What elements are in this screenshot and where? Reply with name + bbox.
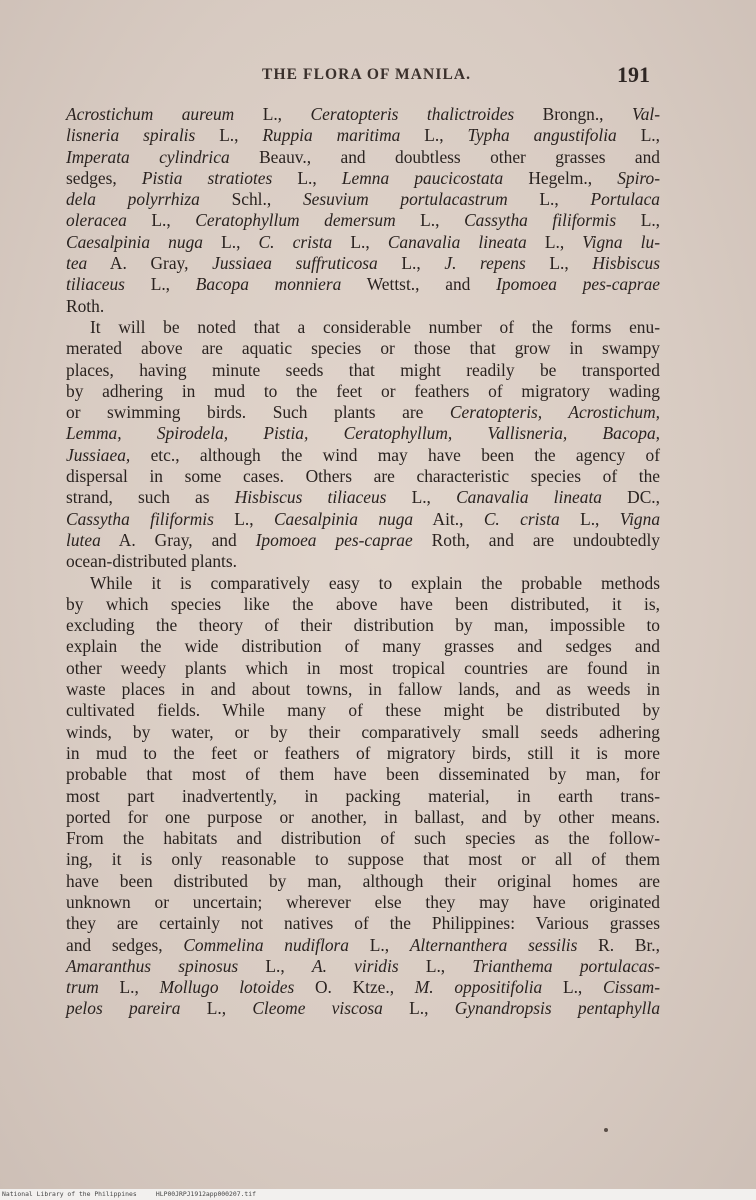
italic-taxon-text: Val- <box>632 104 661 124</box>
italic-taxon-text: Cassytha filiformis <box>464 210 617 231</box>
roman-text: L., <box>400 125 468 146</box>
text-line <box>66 700 660 721</box>
roman-text: Schl., <box>199 189 303 210</box>
roman-text: Ait., <box>413 508 484 529</box>
roman-text: A. Gray, <box>87 253 213 274</box>
italic-taxon-text: Imperata cylindrica <box>66 146 230 167</box>
text-line <box>66 658 660 679</box>
italic-taxon-text: Vigna <box>619 508 661 529</box>
italic-taxon-text: C. crista <box>258 231 333 252</box>
roman-text: strand, such as <box>66 487 235 508</box>
italic-taxon-text: lutea <box>66 529 101 550</box>
roman-text: L., <box>398 955 473 976</box>
roman-text: L., <box>559 508 620 529</box>
roman-text: DC., <box>601 487 660 508</box>
text-line <box>66 466 660 487</box>
text-line <box>66 147 660 168</box>
text-line <box>66 679 660 700</box>
roman-text: L., <box>395 210 465 231</box>
italic-taxon-text: Hisbiscus <box>592 253 660 274</box>
text-line <box>66 253 660 274</box>
text-line <box>66 189 660 210</box>
paragraph <box>66 317 660 573</box>
paragraph <box>66 573 660 1020</box>
text-line <box>66 274 660 295</box>
text-line <box>66 210 660 231</box>
roman-text: by adhering in mud to the feet or feathers of migratory wading <box>66 380 660 401</box>
italic-taxon-text: Ruppia maritima <box>262 125 401 146</box>
roman-text: L., <box>616 210 661 231</box>
roman-text: ocean-distributed plants. <box>66 551 237 572</box>
scan-footer <box>0 1189 756 1200</box>
page-number: 191 <box>617 62 650 87</box>
text-line <box>66 636 660 657</box>
roman-text: in mud to the feet or feathers of migratory birds, still it is more <box>66 742 660 763</box>
roman-text: L., <box>124 274 196 295</box>
roman-text: L., <box>213 508 274 529</box>
text-line <box>66 828 660 849</box>
italic-taxon-text: Lemna paucicostata <box>341 167 504 188</box>
italic-taxon-text: Ipomoea pes-caprae <box>496 274 660 295</box>
roman-text: and sedges, <box>66 934 184 955</box>
roman-text: L., <box>349 934 410 955</box>
italic-taxon-text: tiliaceus <box>66 274 125 295</box>
italic-taxon-text: Caesalpinia nuga <box>66 231 203 252</box>
italic-taxon-text: Typha angustifolia <box>467 125 617 146</box>
roman-text: L., <box>332 231 388 252</box>
italic-taxon-text: A. viridis <box>311 955 399 976</box>
italic-taxon-text: Sesuvium portulacastrum <box>302 189 508 210</box>
body-text <box>66 104 660 1020</box>
text-line <box>66 786 660 807</box>
italic-taxon-text: C. crista <box>483 508 560 529</box>
roman-text: L., <box>180 998 253 1019</box>
roman-text: most part inadvertently, in packing material, in earth trans- <box>66 785 660 806</box>
roman-text: Wettst., and <box>341 274 497 295</box>
text-line <box>66 849 660 870</box>
roman-text: It will be noted that a considerable number of the forms enu- <box>90 316 660 337</box>
text-line <box>66 445 660 466</box>
paragraph <box>66 104 660 317</box>
roman-text: L., <box>202 231 259 252</box>
roman-text: L., <box>382 998 455 1019</box>
italic-taxon-text: Canavalia lineata <box>387 231 527 252</box>
italic-taxon-text: Alternanthera sessilis <box>409 934 578 955</box>
roman-text: O. Ktze., <box>294 977 415 998</box>
text-line <box>66 807 660 828</box>
italic-taxon-text: Mollugo lotoides <box>159 977 295 998</box>
italic-taxon-text: Ceratopteris, Acrostichum, <box>449 402 660 423</box>
roman-text: ing, it is only reasonable to suppose that most or all of them <box>66 849 660 870</box>
roman-text: L., <box>525 253 593 274</box>
italic-taxon-text: Portulaca <box>590 189 661 210</box>
italic-taxon-text: trum <box>66 977 99 998</box>
italic-taxon-text: Trianthema portulacas- <box>472 955 661 976</box>
roman-text: they are certainly not natives of the Philippines: Various grasses <box>66 913 660 934</box>
text-line <box>66 594 660 615</box>
roman-text: probable that most of them have been disseminated by man, for <box>66 764 660 785</box>
text-line <box>66 977 660 998</box>
text-line <box>66 360 660 381</box>
text-line <box>66 935 660 956</box>
italic-taxon-text: Gynandropsis pentaphylla <box>454 998 661 1019</box>
roman-text: L., <box>126 210 196 231</box>
roman-text: L., <box>507 189 591 210</box>
roman-text: waste places in and about towns, in fallow lands, and as weeds in <box>66 679 660 700</box>
roman-text: L., <box>238 955 312 976</box>
running-head: THE FLORA OF MANILA. <box>262 66 472 83</box>
italic-taxon-text: Cassytha filiformis <box>66 508 214 529</box>
roman-text: etc., although the wind may have been the agency of <box>130 444 660 465</box>
roman-text: winds, by water, or by their comparatively small seeds adhering <box>66 721 660 742</box>
roman-text: explain the wide distribution of many grasses and sedges and <box>66 636 660 657</box>
italic-taxon-text: Pistia stratiotes <box>141 167 273 188</box>
roman-text: A. Gray, and <box>100 529 256 550</box>
italic-taxon-text: oleracea <box>66 210 127 231</box>
italic-taxon-text: Lemma, Spirodela, Pistia, Ceratophyllum, Vallisneria, Bacopa, <box>66 423 660 444</box>
text-line <box>66 232 660 253</box>
roman-text: Brongn., <box>514 104 633 124</box>
roman-text: places, having minute seeds that might readily be transported <box>66 359 660 380</box>
italic-taxon-text: Jussiaea suffruticosa <box>212 253 378 274</box>
roman-text: From the habitats and distribution of such species as the follow- <box>66 828 660 849</box>
roman-text: ported for one purpose or another, in ballast, and by other means. <box>66 806 660 827</box>
roman-text: Hegelm., <box>503 167 618 188</box>
text-line <box>66 487 660 508</box>
italic-taxon-text: Acrostichum aureum <box>66 104 235 124</box>
ink-speck <box>604 1128 608 1132</box>
italic-taxon-text: Caesalpinia nuga <box>273 508 414 529</box>
italic-taxon-text: Cleome viscosa <box>252 998 383 1019</box>
italic-taxon-text: tea <box>66 253 88 274</box>
text-line <box>66 338 660 359</box>
italic-taxon-text: dela polyrrhiza <box>66 189 200 210</box>
italic-taxon-text: Bacopa monniera <box>195 274 342 295</box>
roman-text: Roth. <box>66 295 105 316</box>
text-line <box>66 743 660 764</box>
text-line <box>66 317 660 338</box>
roman-text: sedges, <box>66 167 142 188</box>
italic-taxon-text: Ipomoea pes-caprae <box>255 529 413 550</box>
italic-taxon-text: lisneria spiralis <box>66 125 196 146</box>
text-line <box>66 615 660 636</box>
italic-taxon-text: Hisbiscus tiliaceus <box>234 487 387 508</box>
text-line <box>66 956 660 977</box>
text-line <box>66 530 660 551</box>
italic-taxon-text: Amaranthus spinosus <box>66 955 239 976</box>
roman-text: merated above are aquatic species or those that grow in swampy <box>66 338 660 359</box>
roman-text: excluding the theory of their distribution by man, impossible to <box>66 615 660 636</box>
roman-text: Roth, and are undoubtedly <box>412 529 660 550</box>
text-line <box>66 125 660 146</box>
text-line <box>66 892 660 913</box>
roman-text: dispersal in some cases. Others are characteristic species of the <box>66 466 660 487</box>
text-line <box>66 722 660 743</box>
roman-text: or swimming birds. Such plants are <box>66 402 450 423</box>
page-header <box>0 62 756 92</box>
roman-text: L., <box>542 977 603 998</box>
roman-text: L., <box>377 253 445 274</box>
roman-text: L., <box>195 125 263 146</box>
text-line <box>66 168 660 189</box>
roman-text: cultivated fields. While many of these might be distributed by <box>66 700 660 721</box>
roman-text: have been distributed by man, although their original homes are <box>66 870 660 891</box>
roman-text: L., <box>272 167 342 188</box>
scan-footer-text: National Library of the Philippines HLP00JRPJ1912app000207.tif <box>2 1190 256 1198</box>
italic-taxon-text: Vigna lu- <box>582 231 660 252</box>
text-line <box>66 296 660 317</box>
italic-taxon-text: Cissam- <box>602 977 660 998</box>
roman-text: L., <box>234 104 311 124</box>
roman-text: L., <box>526 231 583 252</box>
text-line <box>66 551 660 572</box>
roman-text: L., <box>386 487 457 508</box>
text-line <box>66 104 660 125</box>
text-line <box>66 998 660 1019</box>
italic-taxon-text: Ceratopteris thalictroides <box>310 104 515 124</box>
italic-taxon-text: Commelina nudiflora <box>183 934 349 955</box>
text-line <box>66 573 660 594</box>
text-line <box>66 764 660 785</box>
roman-text: other weedy plants which in most tropical countries are found in <box>66 657 660 678</box>
italic-taxon-text: Canavalia lineata <box>456 487 602 508</box>
text-line <box>66 381 660 402</box>
roman-text: R. Br., <box>577 934 660 955</box>
italic-taxon-text: Ceratophyllum demersum <box>195 210 396 231</box>
roman-text: Beauv., and doubtless other grasses and <box>229 146 660 167</box>
text-line <box>66 509 660 530</box>
italic-taxon-text: Jussiaea, <box>66 444 131 465</box>
roman-text: by which species like the above have been distributed, it is, <box>66 593 660 614</box>
text-line <box>66 913 660 934</box>
roman-text: While it is comparatively easy to explain the probable methods <box>90 572 660 593</box>
text-line <box>66 423 660 444</box>
italic-taxon-text: Spiro- <box>617 167 661 188</box>
italic-taxon-text: J. repens <box>444 253 526 274</box>
text-line <box>66 871 660 892</box>
text-line <box>66 402 660 423</box>
roman-text: unknown or uncertain; wherever else they may have originated <box>66 891 660 912</box>
roman-text: L., <box>616 125 661 146</box>
italic-taxon-text: pelos pareira <box>66 998 181 1019</box>
italic-taxon-text: M. oppositifolia <box>414 977 543 998</box>
roman-text: L., <box>98 977 160 998</box>
